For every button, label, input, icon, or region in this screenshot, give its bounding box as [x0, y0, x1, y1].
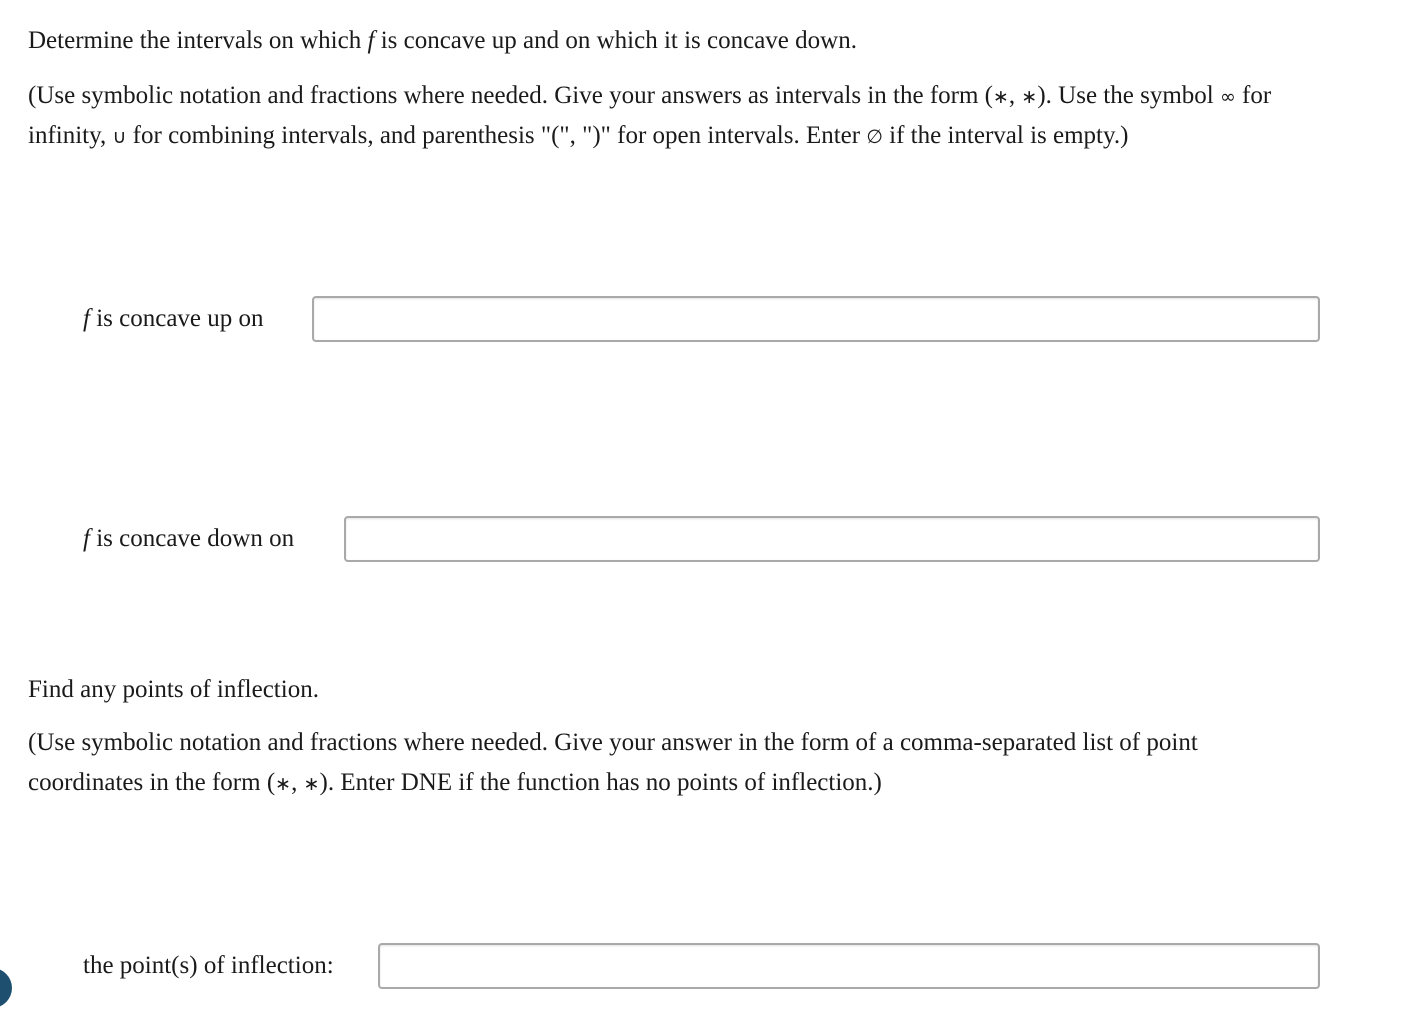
progress-indicator[interactable]: [0, 968, 12, 1008]
inflection-instructions-line-1: (Use symbolic notation and fractions where needed. Give your answer in the form of a comma-separated list of point: [28, 729, 1198, 756]
concave-down-label: [83, 524, 294, 554]
instruction-text: (Use symbolic notation and fractions where needed. Give your answers as intervals in the form (: [28, 82, 993, 109]
concavity-instructions-line-2: [28, 116, 1128, 157]
instruction-text: for: [1235, 82, 1272, 109]
inflection-label: the point(s) of inflection:: [83, 952, 334, 979]
concave-up-label-text: is concave up on: [89, 305, 264, 332]
asterisk-symbol: ∗: [993, 86, 1009, 108]
inflection-instructions-line-2: [28, 763, 882, 804]
question-concavity-prompt: [28, 21, 857, 61]
function-symbol: f: [367, 27, 375, 54]
function-symbol: f: [83, 305, 90, 332]
instruction-text: infinity,: [28, 122, 113, 149]
function-symbol: f: [83, 525, 90, 552]
asterisk-symbol: ∗: [1021, 86, 1038, 108]
instruction-text: ). Use the symbol: [1037, 82, 1220, 109]
empty-set-symbol: ∅: [866, 126, 883, 148]
instruction-text: ). Enter DNE if the function has no points of inflection.): [319, 769, 882, 796]
question-inflection-prompt: Find any points of inflection.: [28, 676, 319, 703]
concave-up-input[interactable]: [312, 296, 1320, 342]
instruction-text: for combining intervals, and parenthesis "(", ")" for open intervals. Enter: [126, 122, 867, 149]
instruction-text: coordinates in the form (: [28, 769, 276, 796]
concave-down-label-text: is concave down on: [89, 525, 295, 552]
prompt-text-after: is concave up and on which it is concave down.: [374, 27, 857, 54]
asterisk-symbol: ∗: [303, 773, 320, 795]
inflection-input[interactable]: [378, 943, 1320, 989]
instruction-text: ,: [291, 769, 304, 796]
concave-down-input[interactable]: [344, 516, 1320, 562]
concave-up-label: [83, 304, 264, 334]
asterisk-symbol: ∗: [275, 773, 292, 795]
infinity-symbol: ∞: [1219, 86, 1236, 108]
concavity-instructions-line-1: [28, 76, 1271, 117]
instruction-text: if the interval is empty.): [882, 122, 1129, 149]
instruction-text: ,: [1008, 82, 1022, 109]
prompt-text-before: Determine the intervals on which: [28, 27, 368, 54]
union-symbol: ∪: [112, 126, 127, 148]
